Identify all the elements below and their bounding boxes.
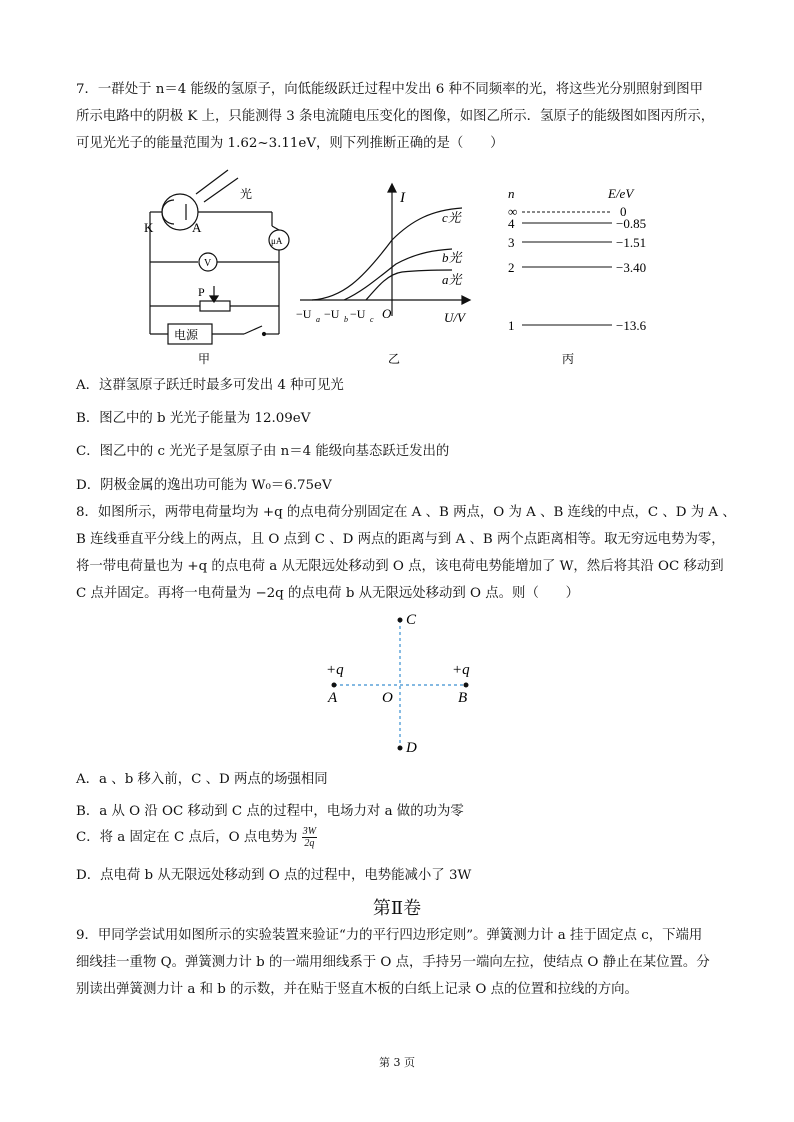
q8-option-c-text: C．将 a 固定在 C 点后，O 点电势为	[76, 830, 298, 845]
q9-line-3: 别读出弹簧测力计 a 和 b 的示数，并在贴于竖直木板的白纸上记录 O 点的位置和拉线的方向。	[76, 982, 638, 997]
power-label: 电源	[174, 328, 199, 342]
point-o-label: O	[382, 690, 393, 706]
q7-option-b[interactable]: B．图乙中的 b 光光子能量为 12.09eV	[76, 411, 311, 426]
uc-label: −U	[350, 307, 366, 321]
q8-line-3: 将一带电荷量也为 +q 的点电荷 a 从无限远处移动到 O 点，该电荷电势能增加了 W，然后将其沿 OC 移动到	[76, 559, 724, 574]
origin-label: O	[382, 306, 392, 321]
c-light-label: c光	[442, 210, 461, 225]
q9-line-2: 细线挂一重物 Q。弹簧测力计 b 的一端用细线系于 O 点，手持另一端向左拉，使结点 O 静止在某位置。分	[76, 955, 710, 970]
q8-line-1: 8．如图所示，两带电荷量均为 +q 的点电荷分别固定在 A 、B 两点，O 为 A 、B 连线的中点，C 、D 为 A 、	[76, 505, 736, 520]
level-1-e: −13.6	[616, 318, 647, 333]
q8-stem	[76, 499, 736, 607]
point-b-label: B	[458, 690, 468, 706]
q8-line-4: C 点并固定。再将一电荷量为 −2q 的点电荷 b 从无限远处移动到 O 点。则（ ）	[76, 586, 580, 601]
level-n-header: n	[508, 186, 515, 201]
uc-sub: c	[370, 315, 374, 324]
energy-header: E/eV	[608, 186, 634, 201]
ub-sub: b	[344, 315, 348, 324]
current-axis-label: I	[400, 190, 405, 206]
level-inf-e: 0	[620, 204, 627, 219]
level-inf-n: ∞	[508, 204, 518, 219]
point-d-label: D	[406, 740, 417, 756]
q7-stem	[76, 76, 726, 157]
microammeter-label: μA	[271, 236, 283, 246]
charge-a-label: +q	[326, 662, 344, 678]
point-a-label: A	[328, 690, 338, 706]
level-4-e: −0.85	[616, 216, 647, 231]
voltmeter-label: V	[204, 258, 212, 269]
q8-option-c-fraction	[302, 826, 317, 849]
ua-label: −U	[296, 307, 312, 321]
level-4-n: 4	[508, 216, 515, 231]
point-c-label: C	[406, 612, 417, 628]
b-light-label: b光	[442, 250, 462, 265]
figure-yi-caption: 乙	[388, 352, 401, 366]
light-label: 光	[240, 187, 253, 201]
charge-b-label: +q	[452, 662, 470, 678]
level-2-e: −3.40	[616, 260, 647, 275]
anode-label: A	[192, 220, 202, 235]
q7-line-1: 7．一群处于 n＝4 能级的氢原子，向低能级跃迁过程中发出 6 种不同频率的光，将这些光分别照射到图甲	[76, 82, 704, 97]
page-number: 第 3 页	[379, 1056, 415, 1069]
ub-label: −U	[324, 307, 340, 321]
fraction-numerator: 3W	[302, 826, 317, 837]
q9-stem	[76, 922, 726, 1003]
fraction-denominator: 2q	[304, 838, 315, 849]
figure-yi-iv-curves	[292, 180, 482, 370]
q7-option-a[interactable]: A．这群氢原子跃迁时最多可发出 4 种可见光	[76, 378, 344, 393]
slider-label: P	[198, 285, 205, 299]
q8-option-d[interactable]: D．点电荷 b 从无限远处移动到 O 点的过程中，电势能减小了 3W	[76, 868, 472, 883]
ua-sub: a	[316, 315, 320, 324]
level-2-n: 2	[508, 260, 515, 275]
q8-option-c[interactable]	[76, 826, 317, 849]
section-title: 第Ⅱ卷	[372, 898, 422, 919]
a-light-label: a光	[442, 272, 462, 287]
level-3-n: 3	[508, 235, 515, 250]
q7-option-d[interactable]: D．阴极金属的逸出功可能为 W₀＝6.75eV	[76, 478, 332, 493]
q9-line-1: 9．甲同学尝试用如图所示的实验装置来验证“力的平行四边形定则”。弹簧测力计 a 挂于固定点 c，下端用	[76, 928, 703, 943]
voltage-axis-label: U/V	[444, 310, 465, 325]
cathode-label: K	[144, 220, 154, 235]
figure-jia-circuit	[140, 168, 300, 368]
level-1-n: 1	[508, 318, 515, 333]
q8-option-b[interactable]: B．a 从 O 沿 OC 移动到 C 点的过程中，电场力对 a 做的功为零	[76, 804, 464, 819]
q7-line-2: 所示电路中的阴极 K 上，只能测得 3 条电流随电压变化的图像，如图乙所示．氢原子的能级图如图丙所示，	[76, 109, 715, 124]
q8-line-2: B 连线垂直平分线上的两点，且 O 点到 C 、D 两点的距离与到 A 、B 两个点距离相等。取无穷远电势为零，	[76, 532, 725, 547]
q7-line-3: 可见光光子的能量范围为 1.62~3.11eV，则下列推断正确的是（ ）	[76, 136, 504, 151]
figure-bing-caption: 丙	[562, 352, 575, 366]
q7-option-c[interactable]: C．图乙中的 c 光光子是氢原子由 n＝4 能级向基态跃迁发出的	[76, 444, 450, 459]
level-3-e: −1.51	[616, 235, 647, 250]
figure-bing-energy-levels	[488, 186, 668, 368]
figure-jia-caption: 甲	[198, 352, 211, 366]
q8-option-a[interactable]: A．a 、b 移入前，C 、D 两点的场强相同	[76, 772, 328, 787]
figure-q8-charges	[320, 610, 480, 760]
